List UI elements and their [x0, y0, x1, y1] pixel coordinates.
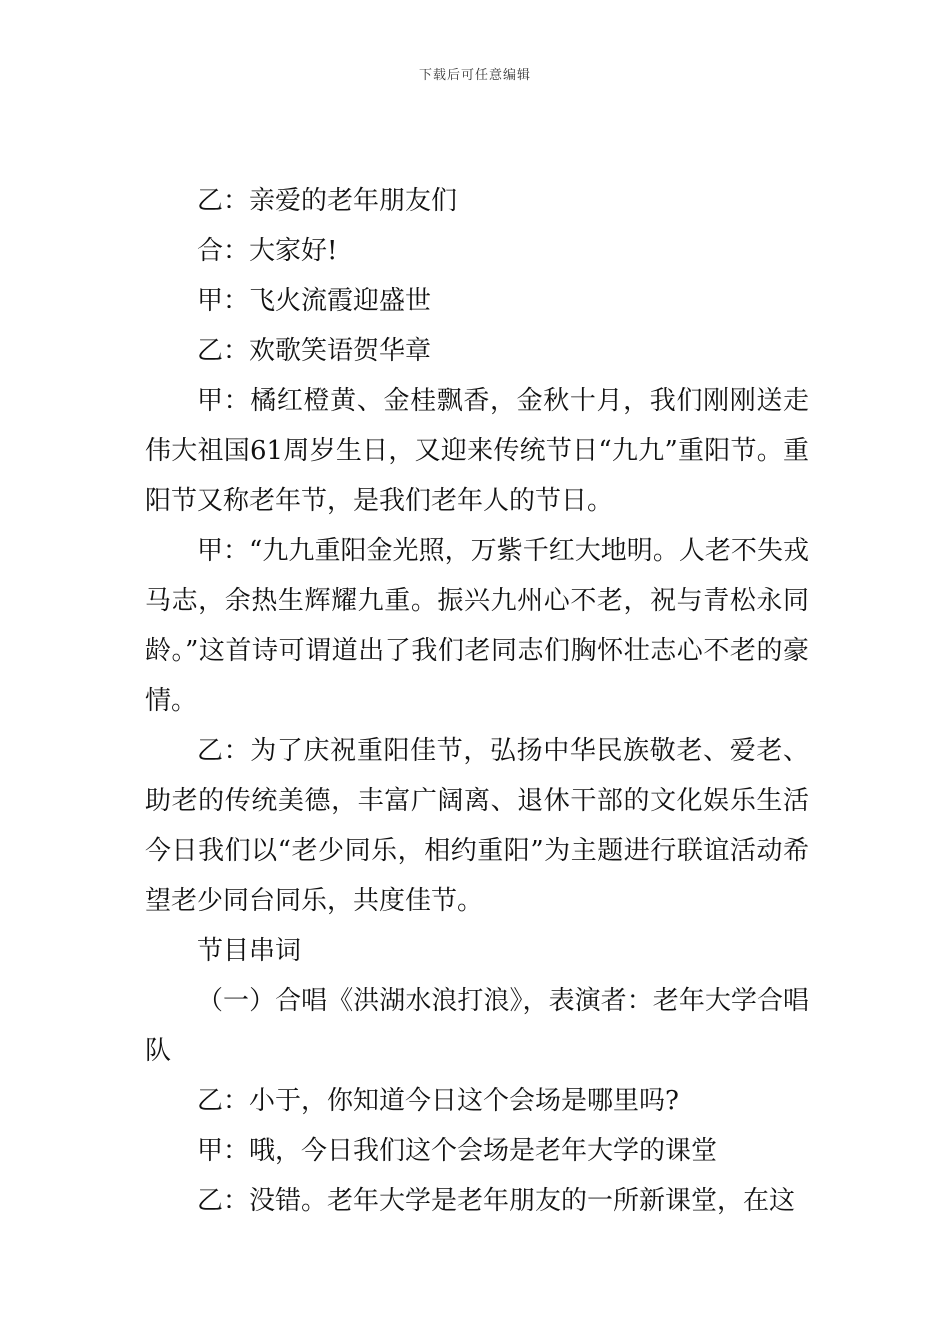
document-body — [145, 176, 809, 1226]
paragraph-all-hello: 合：大家好! — [197, 236, 338, 266]
paragraph-jia-answer: 甲：哦，今日我们这个会场是老年大学的课堂 — [197, 1136, 718, 1166]
paragraph-jia-line-1: 甲：飞火流霞迎盛世 — [197, 286, 432, 316]
paragraph-yi-question: 乙：小于，你知道今日这个会场是哪里吗? — [197, 1086, 679, 1116]
paragraph-yi-continued: 乙：没错。老年大学是老年朋友的一所新课堂，在这 — [197, 1186, 796, 1216]
paragraph-yi-line-1: 乙：欢歌笑语贺华章 — [197, 336, 432, 366]
paragraph-yi-theme: 乙：为了庆祝重阳佳节，弘扬中华民族敬老、爱老、助老的传统美德，丰富广阔离、退休干部的文化娱乐生活今日我们以“老少同乐，相约重阳”为主题进行联谊活动希望老少同台同乐，共度佳节。 — [145, 736, 809, 916]
section-heading: 节目串词 — [197, 936, 302, 966]
program-item-1: （一）合唱《洪湖水浪打浪》，表演者：老年大学合唱队 — [145, 986, 809, 1066]
paragraph-greeting: 乙：亲爱的老年朋友们 — [197, 186, 458, 216]
paragraph-jia-poem: 甲：“九九重阳金光照，万紫千红大地明。人老不失戎马志，余热生辉耀九重。振兴九州心不老，祝与青松永同龄。”这首诗可谓道出了我们老同志们胸怀壮志心不老的豪情。 — [145, 536, 809, 716]
paragraph-jia-intro: 甲：橘红橙黄、金桂飘香，金秋十月，我们刚刚送走伟大祖国61周岁生日，又迎来传统节日“九九”重阳节。重阳节又称老年节，是我们老年人的节日。 — [145, 386, 809, 516]
page-header: 下载后可任意编辑 — [418, 68, 531, 83]
